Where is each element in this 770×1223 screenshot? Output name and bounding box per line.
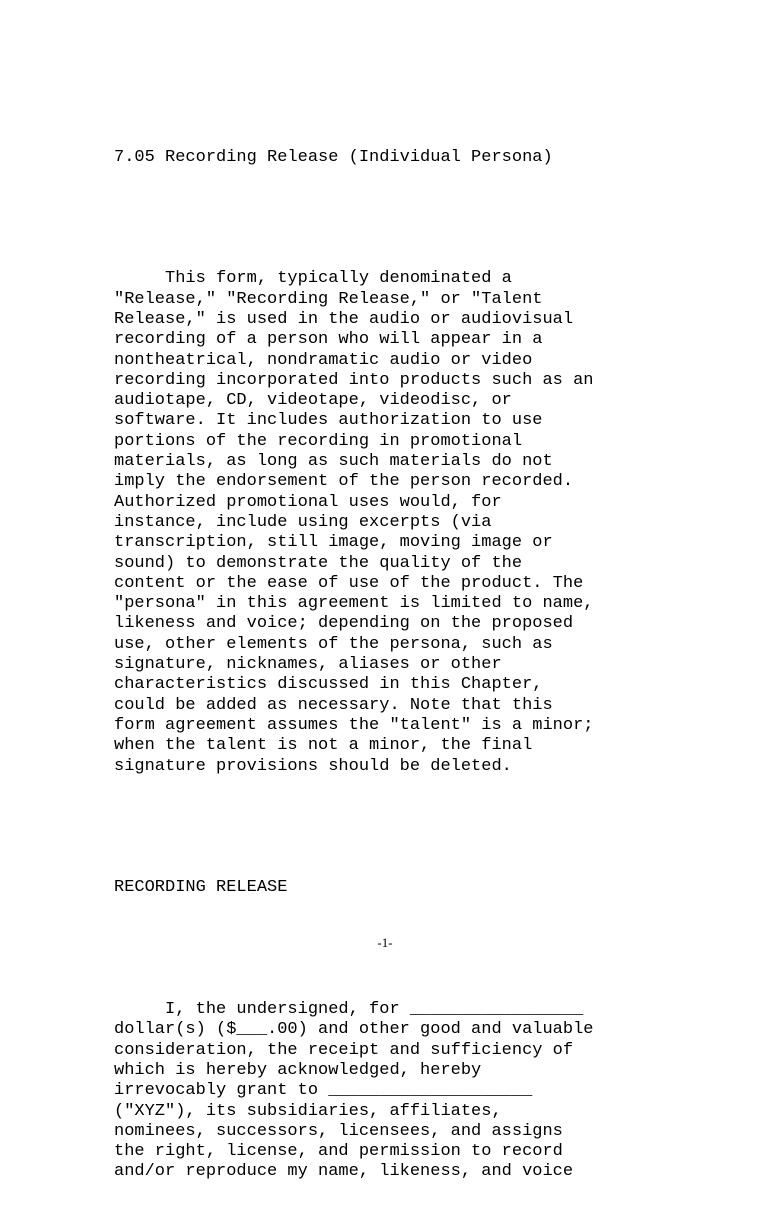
spacer bbox=[114, 208, 674, 228]
text-line: irrevocably grant to ____________________ bbox=[114, 1081, 533, 1101]
text-line: signature provisions should be deleted. bbox=[114, 756, 512, 776]
text-line: could be added as necessary. Note that this bbox=[114, 695, 553, 715]
section-heading: 7.05 Recording Release (Individual Persona) bbox=[114, 147, 553, 167]
text-line: portions of the recording in promotional bbox=[114, 431, 523, 451]
text-line: content or the ease of use of the product. The bbox=[114, 573, 584, 593]
text-line: I, the undersigned, for _________________ bbox=[114, 1000, 584, 1020]
text-line: audiotape, CD, videotape, videodisc, or bbox=[114, 391, 512, 411]
text-line: use, other elements of the persona, such as bbox=[114, 634, 553, 654]
text-line: characteristics discussed in this Chapter, bbox=[114, 675, 543, 695]
document-body bbox=[114, 107, 674, 1223]
release-title: RECORDING RELEASE bbox=[114, 878, 288, 898]
text-line: software. It includes authorization to use bbox=[114, 411, 543, 431]
text-line: nominees, successors, licensees, and assigns bbox=[114, 1121, 563, 1141]
text-line: transcription, still image, moving image or bbox=[114, 533, 553, 553]
text-line: consideration, the receipt and sufficiency of bbox=[114, 1040, 574, 1060]
text-line: ("XYZ"), its subsidiaries, affiliates, bbox=[114, 1101, 502, 1121]
text-line: nontheatrical, nondramatic audio or video bbox=[114, 350, 533, 370]
page-number: -1- bbox=[377, 935, 393, 950]
release-paragraph bbox=[114, 1000, 674, 1183]
text-line: instance, include using excerpts (via bbox=[114, 512, 492, 532]
text-line: likeness and voice; depending on the proposed bbox=[114, 614, 574, 634]
text-line: and/or reproduce my name, likeness, and voice bbox=[114, 1162, 574, 1182]
text-line: Authorized promotional uses would, for bbox=[114, 492, 502, 512]
spacer bbox=[114, 817, 674, 837]
text-line: recording incorporated into products such as an bbox=[114, 370, 594, 390]
text-line: imply the endorsement of the person recorded. bbox=[114, 472, 574, 492]
text-line: form agreement assumes the "talent" is a minor; bbox=[114, 715, 594, 735]
text-line: This form, typically denominated a bbox=[114, 269, 512, 289]
text-line: dollar(s) ($___.00) and other good and valuable bbox=[114, 1020, 594, 1040]
text-line: when the talent is not a minor, the final bbox=[114, 736, 533, 756]
text-line: materials, as long as such materials do not bbox=[114, 452, 553, 472]
text-line: which is hereby acknowledged, hereby bbox=[114, 1060, 482, 1080]
text-line: signature, nicknames, aliases or other bbox=[114, 655, 502, 675]
text-line: recording of a person who will appear in a bbox=[114, 330, 543, 350]
text-line: "Release," "Recording Release," or "Talent bbox=[114, 289, 543, 309]
text-line: the right, license, and permission to record bbox=[114, 1142, 563, 1162]
text-line: "persona" in this agreement is limited to name, bbox=[114, 594, 594, 614]
intro-paragraph bbox=[114, 269, 674, 776]
text-line: Release," is used in the audio or audiovisual bbox=[114, 309, 574, 329]
text-line: sound) to demonstrate the quality of the bbox=[114, 553, 523, 573]
